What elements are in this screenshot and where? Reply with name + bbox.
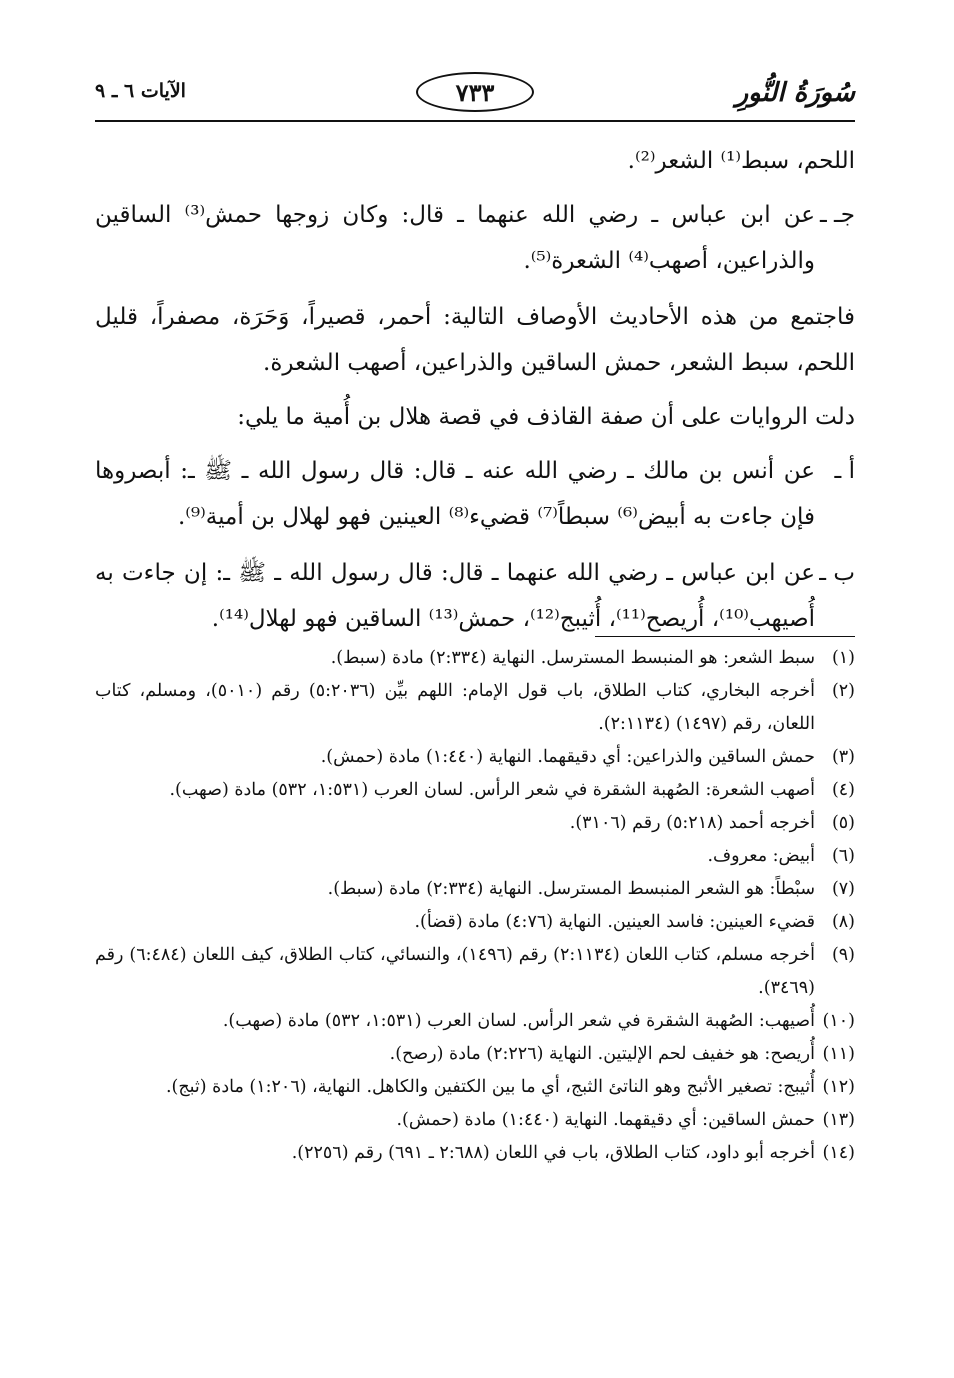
footnote-text: أبيض: معروف. [707, 846, 815, 866]
verses-range: الآيات ٦ ـ ٩ [95, 80, 186, 102]
footnote-text: أخرجه البخاري، كتاب الطلاق، باب قول الإمام: اللهم بيِّن (٥:٢٠٣٦) رقم (٥٠١٠)، ومسلم، كتاب اللعان، رقم (١٤٩٧) (٢:١١٣٤). [95, 681, 816, 734]
footnote-text: حمش الساقين: أي دقيقهما. النهاية (١:٤٤٠) مادة (حمش). [396, 1110, 815, 1130]
item-label: ب ـ [819, 560, 855, 586]
surah-title: سُورَةُ النُّورِ [735, 78, 855, 108]
footnote-text: أصهب الشعرة: الصُهبة الشقرة في شعر الرأس. لسان العرب (١:٥٣١، ٥٣٢) مادة (صهب). [169, 780, 815, 800]
item-label: أ ـ [834, 458, 855, 484]
footnote-number: (٦) [831, 846, 855, 866]
paragraph-2: فاجتمع من هذه الأحاديث الأوصاف التالية: أحمر، قصيراً، وَحَرَة، مصفراً، قليل اللحم، سبط الشعر، حمش الساقين والذراعين، أصهب الشعرة. [95, 304, 855, 376]
footnote-text: قضيء العينين: فاسد العينين. النهاية (٤:٧٦) مادة (قضأ). [414, 912, 815, 932]
footnote-number: (١٠) [822, 1011, 855, 1031]
footnote-text: أخرجه أحمد (٥:٢١٨) رقم (٣١٠٦). [569, 813, 815, 833]
footnote [95, 1071, 855, 1104]
footnote-separator [595, 636, 855, 637]
footnote [95, 675, 855, 741]
footnote-text: أُثيبج: تصغير الأثبج وهو الناتئ الثبج، أي ما بين الكتفين والكاهل. النهاية، (١:٢٠٦) مادة (ثبج). [165, 1077, 815, 1097]
footnote-text: حمش الساقين والذراعين: أي دقيقهما. النهاية (١:٤٤٠) مادة (حمش). [320, 747, 815, 767]
page-number-oval [416, 72, 534, 112]
footnote-text: أخرجه مسلم، كتاب اللعان (٢:١١٣٤) رقم (١٤٩٦)، والنسائي، كتاب الطلاق، كيف اللعان (٦:٤٨٤) رقم (٣٤٦٩). [95, 945, 815, 998]
footnote [95, 1038, 855, 1071]
footnote [95, 741, 855, 774]
paragraph-3: دلت الروايات على أن صفة القاذف في قصة هلال بن أُمية ما يلي: [237, 404, 855, 430]
footnote [95, 906, 855, 939]
footnote-text: سبْطاً: هو الشعر المنبسط المسترسل. النهاية (٢:٣٣٤) مادة (سبط). [327, 879, 815, 899]
footnote-number: (١) [831, 648, 855, 668]
list-item-jim [95, 192, 855, 284]
footnote [95, 774, 855, 807]
footnote-number: (٥) [831, 813, 855, 833]
page-number: ٧٣٣ [455, 77, 495, 107]
paragraph-1: اللحم، سبط⁽¹⁾ الشعر⁽²⁾. [627, 148, 855, 174]
footnote-text: أُريصح: هو خفيف لحم الإليتين. النهاية (٢:٢٢٦) مادة (رصح). [389, 1044, 815, 1064]
item-text: عن ابن عباس ـ رضي الله عنهما ـ قال: قال رسول الله ـ ﷺ ـ: إن جاءت به أُصيهب⁽¹⁰⁾، أُريصح⁽¹¹⁾، أُثيبج⁽¹²⁾، حمش⁽¹³⁾ الساقين فهو لهلال⁽¹⁴⁾. [95, 560, 815, 632]
item-text: عن ابن عباس ـ رضي الله عنهما ـ قال: وكان زوجها حمش⁽³⁾ الساقين والذراعين، أصهب⁽⁴⁾ الشعرة⁽⁵⁾. [95, 202, 816, 274]
footnote-text: أُصيهب: الصُهبة الشقرة في شعر الرأس. لسان العرب (١:٥٣١، ٥٣٢) مادة (صهب). [222, 1011, 815, 1031]
page-header [95, 70, 855, 120]
list-item-alif [95, 448, 855, 540]
footnote-text: سبط الشعر: هو المنبسط المسترسل. النهاية (٢:٣٣٤) مادة (سبط). [330, 648, 815, 668]
footnote [95, 642, 855, 675]
list-item-ba [95, 550, 855, 642]
footnote [95, 1104, 855, 1137]
footnote-number: (١٤) [822, 1143, 855, 1163]
footnote [95, 840, 855, 873]
footnote-number: (٣) [831, 747, 855, 767]
footnote [95, 873, 855, 906]
footnote-number: (٩) [831, 945, 855, 965]
footnote-number: (١١) [822, 1044, 855, 1064]
footnote-text: أخرجه أبو داود، كتاب الطلاق، باب في اللعان (٢:٦٨٨ ـ ٦٩١) رقم (٢٢٥٦). [291, 1143, 815, 1163]
footnote [95, 1137, 855, 1170]
footnote-number: (١٢) [822, 1077, 855, 1097]
footnote [95, 807, 855, 840]
footnote [95, 939, 855, 1005]
footnote-number: (٨) [831, 912, 855, 932]
footnote-number: (٧) [831, 879, 855, 899]
footnote-number: (٤) [831, 780, 855, 800]
footnotes [95, 642, 855, 1170]
footnote-number: (١٣) [822, 1110, 855, 1130]
footnote [95, 1005, 855, 1038]
header-rule [95, 120, 855, 122]
item-text: عن أنس بن مالك ـ رضي الله عنه ـ قال: قال رسول الله ـ ﷺ ـ: أبصروها فإن جاءت به أبيض⁽⁶⁾ سبطاً⁽⁷⁾ قضيء⁽⁸⁾ العينين فهو لهلال بن أمية⁽⁹⁾. [95, 458, 815, 530]
item-label: جـ ـ [819, 202, 855, 228]
footnote-number: (٢) [831, 681, 855, 701]
main-text [95, 138, 855, 642]
